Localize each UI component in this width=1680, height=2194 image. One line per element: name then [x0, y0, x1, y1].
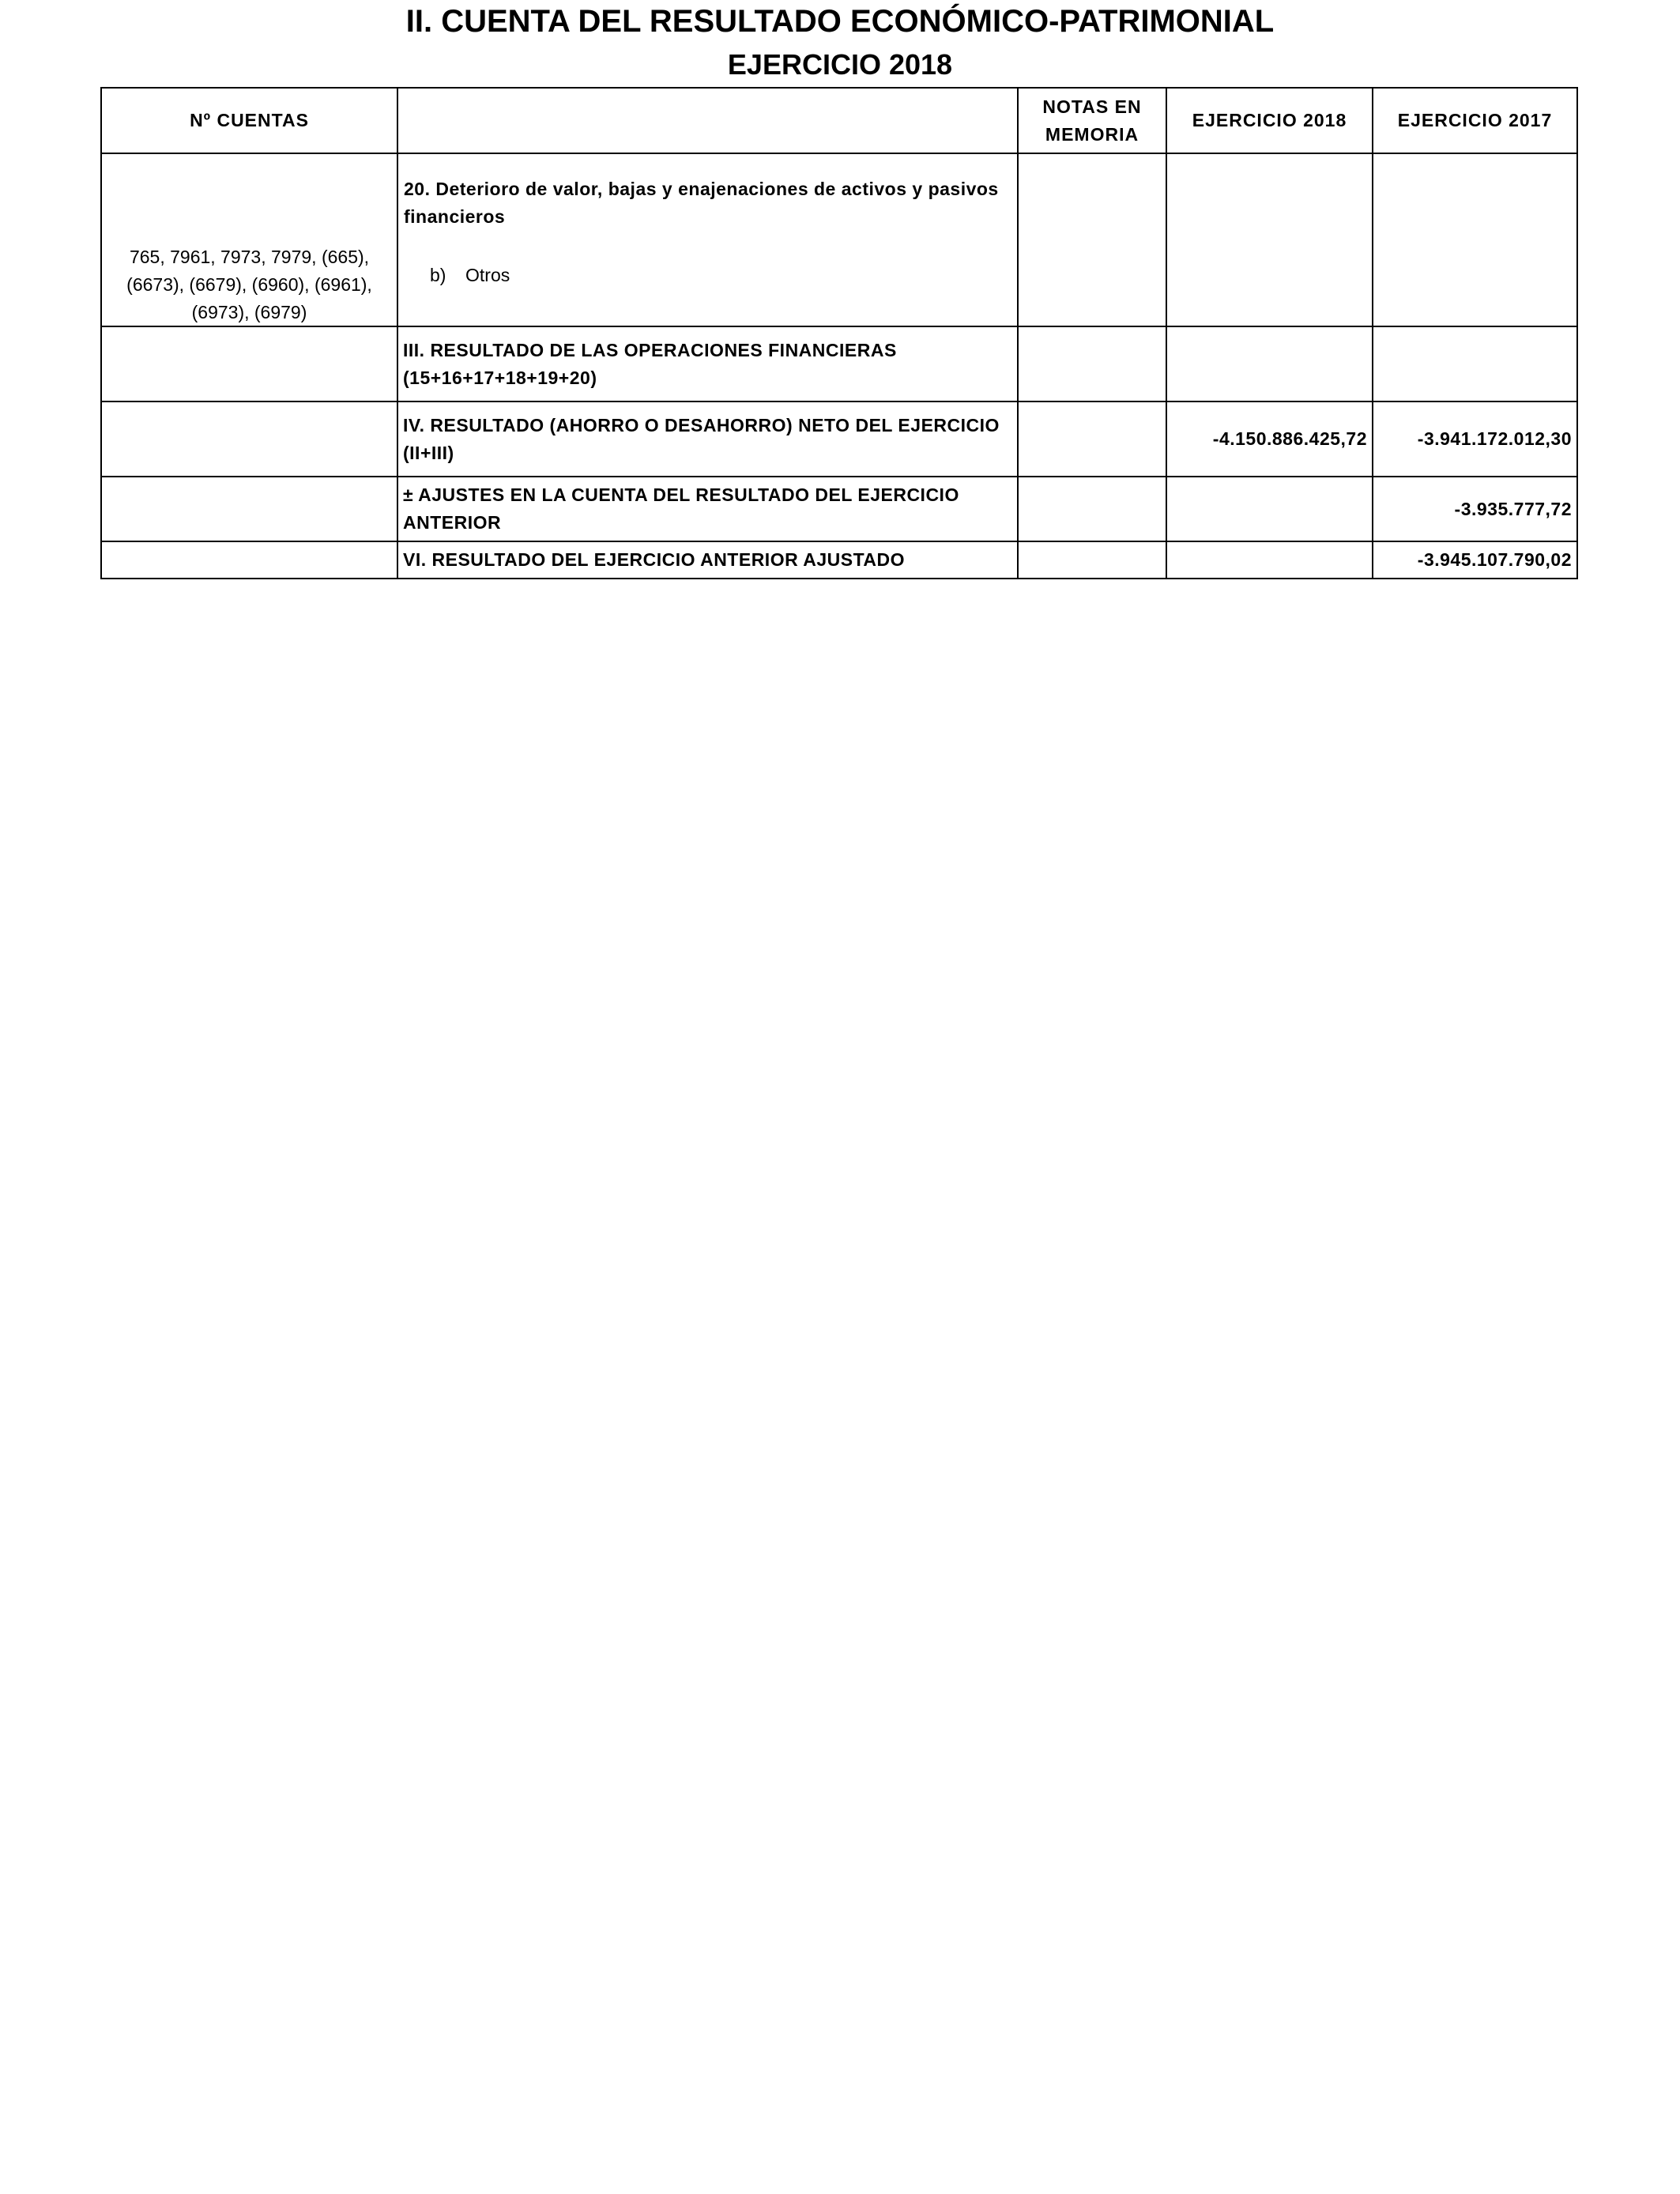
cell-concepto: IV. RESULTADO (AHORRO O DESAHORRO) NETO DEL EJERCICIO (II+III)	[397, 401, 1018, 477]
cell-notas	[1018, 153, 1166, 326]
table-row	[101, 326, 1577, 401]
cell-notas	[1018, 326, 1166, 401]
table-header-row	[101, 88, 1577, 153]
cell-cuentas	[101, 477, 397, 541]
cell-ejercicio-actual	[1166, 153, 1373, 326]
cell-cuentas	[101, 541, 397, 579]
table-row	[101, 477, 1577, 541]
col-header-ejercicio-anterior: EJERCICIO 2017	[1373, 88, 1577, 153]
cell-ejercicio-actual	[1166, 477, 1373, 541]
cell-ejercicio-actual: -4.150.886.425,72	[1166, 401, 1373, 477]
page-subtitle: EJERCICIO 2018	[727, 48, 953, 81]
cell-ejercicio-actual	[1166, 326, 1373, 401]
col-header-concepto	[397, 88, 1018, 153]
cell-concepto: III. RESULTADO DE LAS OPERACIONES FINANCIERAS (15+16+17+18+19+20)	[397, 326, 1018, 401]
page-title: II. CUENTA DEL RESULTADO ECONÓMICO-PATRIMONIAL	[405, 4, 1275, 39]
col-header-notas: NOTAS EN MEMORIA	[1018, 88, 1166, 153]
subitem-label: Otros	[465, 265, 510, 285]
account-codes: 765, 7961, 7973, 7979, (665), (6673), (6679), (6960), (6961), (6973), (6979)	[126, 247, 372, 322]
row-concept-heading: 20. Deterioro de valor, bajas y enajenaciones de activos y pasivos financieros	[404, 179, 999, 227]
cell-cuentas	[101, 326, 397, 401]
col-header-cuentas: Nº CUENTAS	[101, 88, 397, 153]
table-row	[101, 153, 1577, 326]
cell-ejercicio-anterior: -3.941.172.012,30	[1373, 401, 1577, 477]
result-table	[100, 87, 1578, 579]
cell-notas	[1018, 541, 1166, 579]
table-row	[101, 541, 1577, 579]
cell-concepto: VI. RESULTADO DEL EJERCICIO ANTERIOR AJUSTADO	[397, 541, 1018, 579]
table-row	[101, 401, 1577, 477]
cell-notas	[1018, 477, 1166, 541]
col-header-ejercicio-actual: EJERCICIO 2018	[1166, 88, 1373, 153]
cell-ejercicio-anterior	[1373, 153, 1577, 326]
cell-concepto: ± AJUSTES EN LA CUENTA DEL RESULTADO DEL EJERCICIO ANTERIOR	[397, 477, 1018, 541]
cell-ejercicio-anterior	[1373, 326, 1577, 401]
cell-ejercicio-actual	[1166, 541, 1373, 579]
cell-cuentas	[101, 401, 397, 477]
cell-cuentas	[101, 153, 397, 326]
cell-notas	[1018, 401, 1166, 477]
cell-concepto	[397, 153, 1018, 326]
row-concept-subitem	[430, 262, 510, 289]
cell-ejercicio-anterior: -3.945.107.790,02	[1373, 541, 1577, 579]
cell-ejercicio-anterior: -3.935.777,72	[1373, 477, 1577, 541]
subitem-letter: b)	[430, 265, 446, 285]
